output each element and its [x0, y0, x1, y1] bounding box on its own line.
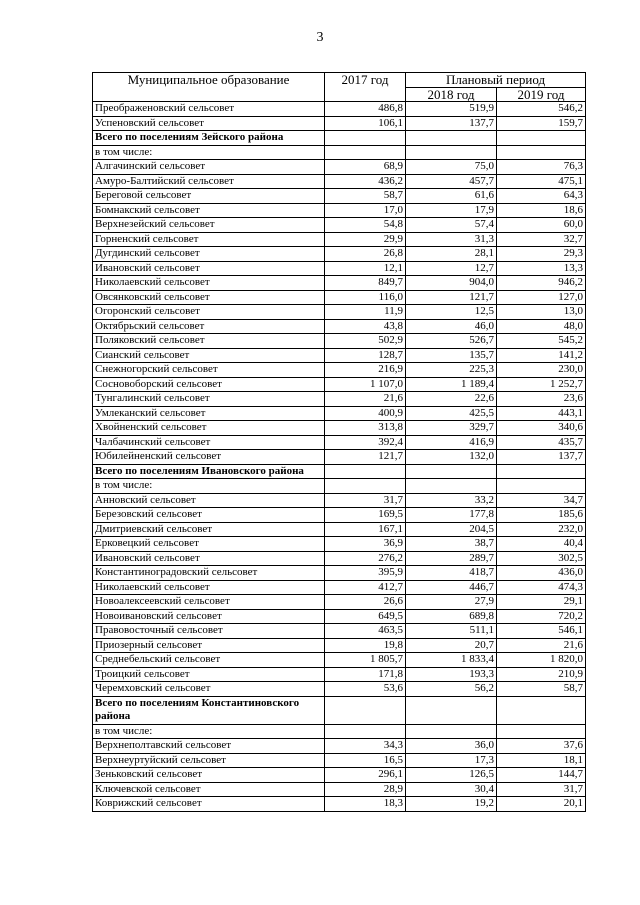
table-row: [93, 218, 586, 233]
value-2017-cell: 12,1: [325, 261, 406, 276]
value-2019-cell: 18,1: [497, 753, 586, 768]
value-2017-cell: 400,9: [325, 406, 406, 421]
table-row: [93, 305, 586, 320]
municipality-cell: Тунгалинский сельсовет: [93, 392, 325, 407]
value-2017-cell: [325, 479, 406, 494]
value-2018-cell: 137,7: [406, 116, 497, 131]
value-2019-cell: 32,7: [497, 232, 586, 247]
table-row: [93, 203, 586, 218]
value-2019-cell: 21,6: [497, 638, 586, 653]
municipality-cell: Сосновоборский сельсовет: [93, 377, 325, 392]
value-2018-cell: 31,3: [406, 232, 497, 247]
municipality-cell: Верхнеуртуйский сельсовет: [93, 753, 325, 768]
table-row: [93, 319, 586, 334]
value-2018-cell: 225,3: [406, 363, 497, 378]
value-2019-cell: 60,0: [497, 218, 586, 233]
value-2019-cell: 64,3: [497, 189, 586, 204]
table-row: [93, 493, 586, 508]
municipality-cell: Юбилейненский сельсовет: [93, 450, 325, 465]
value-2017-cell: 296,1: [325, 768, 406, 783]
municipality-cell: Приозерный сельсовет: [93, 638, 325, 653]
table-row: [93, 392, 586, 407]
header-municipality: Муниципальное образование: [93, 73, 325, 102]
value-2018-cell: [406, 724, 497, 739]
table-row: [93, 609, 586, 624]
municipality-cell: Алгачинский сельсовет: [93, 160, 325, 175]
value-2017-cell: 463,5: [325, 624, 406, 639]
value-2019-cell: 159,7: [497, 116, 586, 131]
municipality-cell: Амуро-Балтийский сельсовет: [93, 174, 325, 189]
value-2018-cell: [406, 696, 497, 724]
municipality-cell: в том числе:: [93, 145, 325, 160]
value-2019-cell: 1 820,0: [497, 653, 586, 668]
table-row-total: [93, 696, 586, 724]
value-2018-cell: 57,4: [406, 218, 497, 233]
municipality-cell: Верхнеполтавский сельсовет: [93, 739, 325, 754]
table-row: [93, 537, 586, 552]
table-row-subheading: [93, 145, 586, 160]
header-2019: 2019 год: [497, 87, 586, 102]
value-2019-cell: 127,0: [497, 290, 586, 305]
value-2019-cell: [497, 145, 586, 160]
municipality-cell: Дмитриевский сельсовет: [93, 522, 325, 537]
value-2017-cell: [325, 145, 406, 160]
value-2017-cell: 31,7: [325, 493, 406, 508]
value-2019-cell: 13,3: [497, 261, 586, 276]
value-2018-cell: 1 189,4: [406, 377, 497, 392]
value-2018-cell: 904,0: [406, 276, 497, 291]
header-2018: 2018 год: [406, 87, 497, 102]
value-2017-cell: [325, 696, 406, 724]
value-2018-cell: 446,7: [406, 580, 497, 595]
value-2019-cell: 545,2: [497, 334, 586, 349]
value-2017-cell: 54,8: [325, 218, 406, 233]
municipality-cell: в том числе:: [93, 724, 325, 739]
value-2017-cell: 29,9: [325, 232, 406, 247]
value-2017-cell: 276,2: [325, 551, 406, 566]
value-2019-cell: 144,7: [497, 768, 586, 783]
value-2017-cell: [325, 131, 406, 146]
value-2019-cell: 475,1: [497, 174, 586, 189]
header-2017: 2017 год: [325, 73, 406, 102]
value-2018-cell: 27,9: [406, 595, 497, 610]
value-2019-cell: 48,0: [497, 319, 586, 334]
municipality-cell: Береговой сельсовет: [93, 189, 325, 204]
value-2019-cell: 137,7: [497, 450, 586, 465]
value-2018-cell: 689,8: [406, 609, 497, 624]
value-2019-cell: 340,6: [497, 421, 586, 436]
value-2017-cell: 1 107,0: [325, 377, 406, 392]
municipality-cell: Всего по поселениям Зейского района: [93, 131, 325, 146]
municipality-cell: Березовский сельсовет: [93, 508, 325, 523]
value-2017-cell: 26,6: [325, 595, 406, 610]
municipality-cell: Ивановский сельсовет: [93, 261, 325, 276]
table-header: [93, 73, 586, 102]
table-row: [93, 667, 586, 682]
value-2019-cell: 1 252,7: [497, 377, 586, 392]
value-2018-cell: 289,7: [406, 551, 497, 566]
value-2017-cell: 16,5: [325, 753, 406, 768]
municipality-cell: Дугдинский сельсовет: [93, 247, 325, 262]
value-2017-cell: 53,6: [325, 682, 406, 697]
value-2017-cell: 36,9: [325, 537, 406, 552]
value-2019-cell: 141,2: [497, 348, 586, 363]
table-row-subheading: [93, 724, 586, 739]
municipality-cell: Чалбачинский сельсовет: [93, 435, 325, 450]
table-row: [93, 290, 586, 305]
value-2018-cell: 56,2: [406, 682, 497, 697]
municipality-cell: Новоалексеевский сельсовет: [93, 595, 325, 610]
value-2017-cell: 26,8: [325, 247, 406, 262]
municipality-cell: Хвойненский сельсовет: [93, 421, 325, 436]
value-2019-cell: 13,0: [497, 305, 586, 320]
page-number: 3: [316, 30, 324, 45]
table-row: [93, 739, 586, 754]
value-2019-cell: 76,3: [497, 160, 586, 175]
value-2018-cell: 425,5: [406, 406, 497, 421]
municipality-cell: Коврижский сельсовет: [93, 797, 325, 812]
table-row: [93, 276, 586, 291]
table-row: [93, 782, 586, 797]
value-2017-cell: 486,8: [325, 102, 406, 117]
municipality-cell: Среднебельский сельсовет: [93, 653, 325, 668]
value-2017-cell: 171,8: [325, 667, 406, 682]
municipality-cell: Овсянковский сельсовет: [93, 290, 325, 305]
value-2017-cell: 436,2: [325, 174, 406, 189]
value-2018-cell: 12,5: [406, 305, 497, 320]
value-2018-cell: 416,9: [406, 435, 497, 450]
table-row: [93, 334, 586, 349]
value-2019-cell: 29,1: [497, 595, 586, 610]
value-2017-cell: 116,0: [325, 290, 406, 305]
value-2017-cell: 216,9: [325, 363, 406, 378]
value-2017-cell: 18,3: [325, 797, 406, 812]
value-2018-cell: 61,6: [406, 189, 497, 204]
table-row: [93, 580, 586, 595]
value-2018-cell: [406, 479, 497, 494]
value-2018-cell: [406, 464, 497, 479]
municipality-cell: Николаевский сельсовет: [93, 580, 325, 595]
table-body: [93, 102, 586, 812]
value-2019-cell: 435,7: [497, 435, 586, 450]
value-2018-cell: 30,4: [406, 782, 497, 797]
value-2017-cell: 849,7: [325, 276, 406, 291]
table-row: [93, 682, 586, 697]
municipality-cell: Снежногорский сельсовет: [93, 363, 325, 378]
value-2017-cell: 43,8: [325, 319, 406, 334]
value-2018-cell: 75,0: [406, 160, 497, 175]
value-2018-cell: 177,8: [406, 508, 497, 523]
value-2018-cell: 19,2: [406, 797, 497, 812]
value-2017-cell: 395,9: [325, 566, 406, 581]
value-2019-cell: 34,7: [497, 493, 586, 508]
municipality-cell: Преображеновский сельсовет: [93, 102, 325, 117]
value-2019-cell: [497, 479, 586, 494]
value-2019-cell: 210,9: [497, 667, 586, 682]
municipality-cell: Новоивановский сельсовет: [93, 609, 325, 624]
municipality-cell: Горненский сельсовет: [93, 232, 325, 247]
value-2018-cell: 38,7: [406, 537, 497, 552]
table-row: [93, 595, 586, 610]
value-2019-cell: 18,6: [497, 203, 586, 218]
value-2019-cell: [497, 696, 586, 724]
table-row: [93, 247, 586, 262]
value-2017-cell: 68,9: [325, 160, 406, 175]
budget-table: [92, 72, 586, 812]
value-2017-cell: [325, 464, 406, 479]
municipality-cell: в том числе:: [93, 479, 325, 494]
value-2019-cell: [497, 724, 586, 739]
value-2018-cell: 28,1: [406, 247, 497, 262]
value-2018-cell: 329,7: [406, 421, 497, 436]
municipality-cell: Октябрьский сельсовет: [93, 319, 325, 334]
value-2017-cell: 21,6: [325, 392, 406, 407]
value-2018-cell: 457,7: [406, 174, 497, 189]
value-2017-cell: 313,8: [325, 421, 406, 436]
value-2019-cell: 946,2: [497, 276, 586, 291]
value-2019-cell: 436,0: [497, 566, 586, 581]
value-2019-cell: 58,7: [497, 682, 586, 697]
table-row: [93, 406, 586, 421]
value-2018-cell: 17,9: [406, 203, 497, 218]
municipality-cell: Поляковский сельсовет: [93, 334, 325, 349]
value-2019-cell: 230,0: [497, 363, 586, 378]
table-row: [93, 450, 586, 465]
value-2018-cell: 204,5: [406, 522, 497, 537]
value-2017-cell: 106,1: [325, 116, 406, 131]
value-2019-cell: 720,2: [497, 609, 586, 624]
value-2019-cell: 302,5: [497, 551, 586, 566]
value-2018-cell: 418,7: [406, 566, 497, 581]
table-row: [93, 232, 586, 247]
value-2018-cell: 121,7: [406, 290, 497, 305]
value-2018-cell: 519,9: [406, 102, 497, 117]
value-2017-cell: 17,0: [325, 203, 406, 218]
table-row: [93, 522, 586, 537]
table-row: [93, 753, 586, 768]
municipality-cell: Всего по поселениям Константиновского района: [93, 696, 325, 724]
value-2019-cell: 20,1: [497, 797, 586, 812]
value-2018-cell: [406, 131, 497, 146]
value-2018-cell: 46,0: [406, 319, 497, 334]
value-2019-cell: 185,6: [497, 508, 586, 523]
value-2019-cell: 37,6: [497, 739, 586, 754]
table-row-total: [93, 131, 586, 146]
value-2018-cell: 36,0: [406, 739, 497, 754]
value-2019-cell: 23,6: [497, 392, 586, 407]
municipality-cell: Бомнакский сельсовет: [93, 203, 325, 218]
value-2017-cell: 392,4: [325, 435, 406, 450]
table-row: [93, 768, 586, 783]
table-row: [93, 624, 586, 639]
value-2017-cell: 121,7: [325, 450, 406, 465]
value-2017-cell: 28,9: [325, 782, 406, 797]
municipality-cell: Сианский сельсовет: [93, 348, 325, 363]
table-row: [93, 174, 586, 189]
value-2018-cell: 526,7: [406, 334, 497, 349]
value-2017-cell: 19,8: [325, 638, 406, 653]
value-2019-cell: 546,1: [497, 624, 586, 639]
value-2017-cell: 1 805,7: [325, 653, 406, 668]
value-2017-cell: 169,5: [325, 508, 406, 523]
table-row: [93, 551, 586, 566]
value-2019-cell: 40,4: [497, 537, 586, 552]
value-2017-cell: 11,9: [325, 305, 406, 320]
table-row: [93, 653, 586, 668]
value-2018-cell: [406, 145, 497, 160]
value-2018-cell: 12,7: [406, 261, 497, 276]
value-2018-cell: 135,7: [406, 348, 497, 363]
municipality-cell: Ивановский сельсовет: [93, 551, 325, 566]
municipality-cell: Успеновский сельсовет: [93, 116, 325, 131]
municipality-cell: Огоронский сельсовет: [93, 305, 325, 320]
table-row: [93, 421, 586, 436]
table-row: [93, 261, 586, 276]
value-2017-cell: 128,7: [325, 348, 406, 363]
municipality-cell: Николаевский сельсовет: [93, 276, 325, 291]
table-row: [93, 102, 586, 117]
municipality-cell: Умлеканский сельсовет: [93, 406, 325, 421]
value-2018-cell: 22,6: [406, 392, 497, 407]
table-row: [93, 377, 586, 392]
value-2017-cell: 412,7: [325, 580, 406, 595]
value-2019-cell: [497, 131, 586, 146]
table-row: [93, 508, 586, 523]
value-2019-cell: 546,2: [497, 102, 586, 117]
municipality-cell: Анновский сельсовет: [93, 493, 325, 508]
value-2017-cell: [325, 724, 406, 739]
municipality-cell: Троицкий сельсовет: [93, 667, 325, 682]
value-2018-cell: 126,5: [406, 768, 497, 783]
table-row: [93, 638, 586, 653]
table-row: [93, 348, 586, 363]
table-row: [93, 363, 586, 378]
value-2019-cell: 31,7: [497, 782, 586, 797]
header-planned-period: Плановый период: [406, 73, 586, 88]
value-2018-cell: 20,7: [406, 638, 497, 653]
value-2017-cell: 34,3: [325, 739, 406, 754]
municipality-cell: Черемховский сельсовет: [93, 682, 325, 697]
value-2018-cell: 33,2: [406, 493, 497, 508]
value-2019-cell: [497, 464, 586, 479]
municipality-cell: Ключевской сельсовет: [93, 782, 325, 797]
table-row: [93, 160, 586, 175]
table-row-total: [93, 464, 586, 479]
table-row: [93, 797, 586, 812]
municipality-cell: Ерковецкий сельсовет: [93, 537, 325, 552]
value-2018-cell: 511,1: [406, 624, 497, 639]
municipality-cell: Всего по поселениям Ивановского района: [93, 464, 325, 479]
value-2019-cell: 232,0: [497, 522, 586, 537]
table-row: [93, 435, 586, 450]
value-2017-cell: 58,7: [325, 189, 406, 204]
value-2018-cell: 17,3: [406, 753, 497, 768]
value-2018-cell: 132,0: [406, 450, 497, 465]
table-row-subheading: [93, 479, 586, 494]
table-row: [93, 189, 586, 204]
table-row: [93, 116, 586, 131]
value-2019-cell: 29,3: [497, 247, 586, 262]
value-2017-cell: 167,1: [325, 522, 406, 537]
value-2019-cell: 443,1: [497, 406, 586, 421]
value-2019-cell: 474,3: [497, 580, 586, 595]
municipality-cell: Зеньковский сельсовет: [93, 768, 325, 783]
municipality-cell: Константиноградовский сельсовет: [93, 566, 325, 581]
municipality-cell: Верхнезейский сельсовет: [93, 218, 325, 233]
value-2018-cell: 193,3: [406, 667, 497, 682]
municipality-cell: Правовосточный сельсовет: [93, 624, 325, 639]
value-2018-cell: 1 833,4: [406, 653, 497, 668]
value-2017-cell: 649,5: [325, 609, 406, 624]
table-row: [93, 566, 586, 581]
value-2017-cell: 502,9: [325, 334, 406, 349]
